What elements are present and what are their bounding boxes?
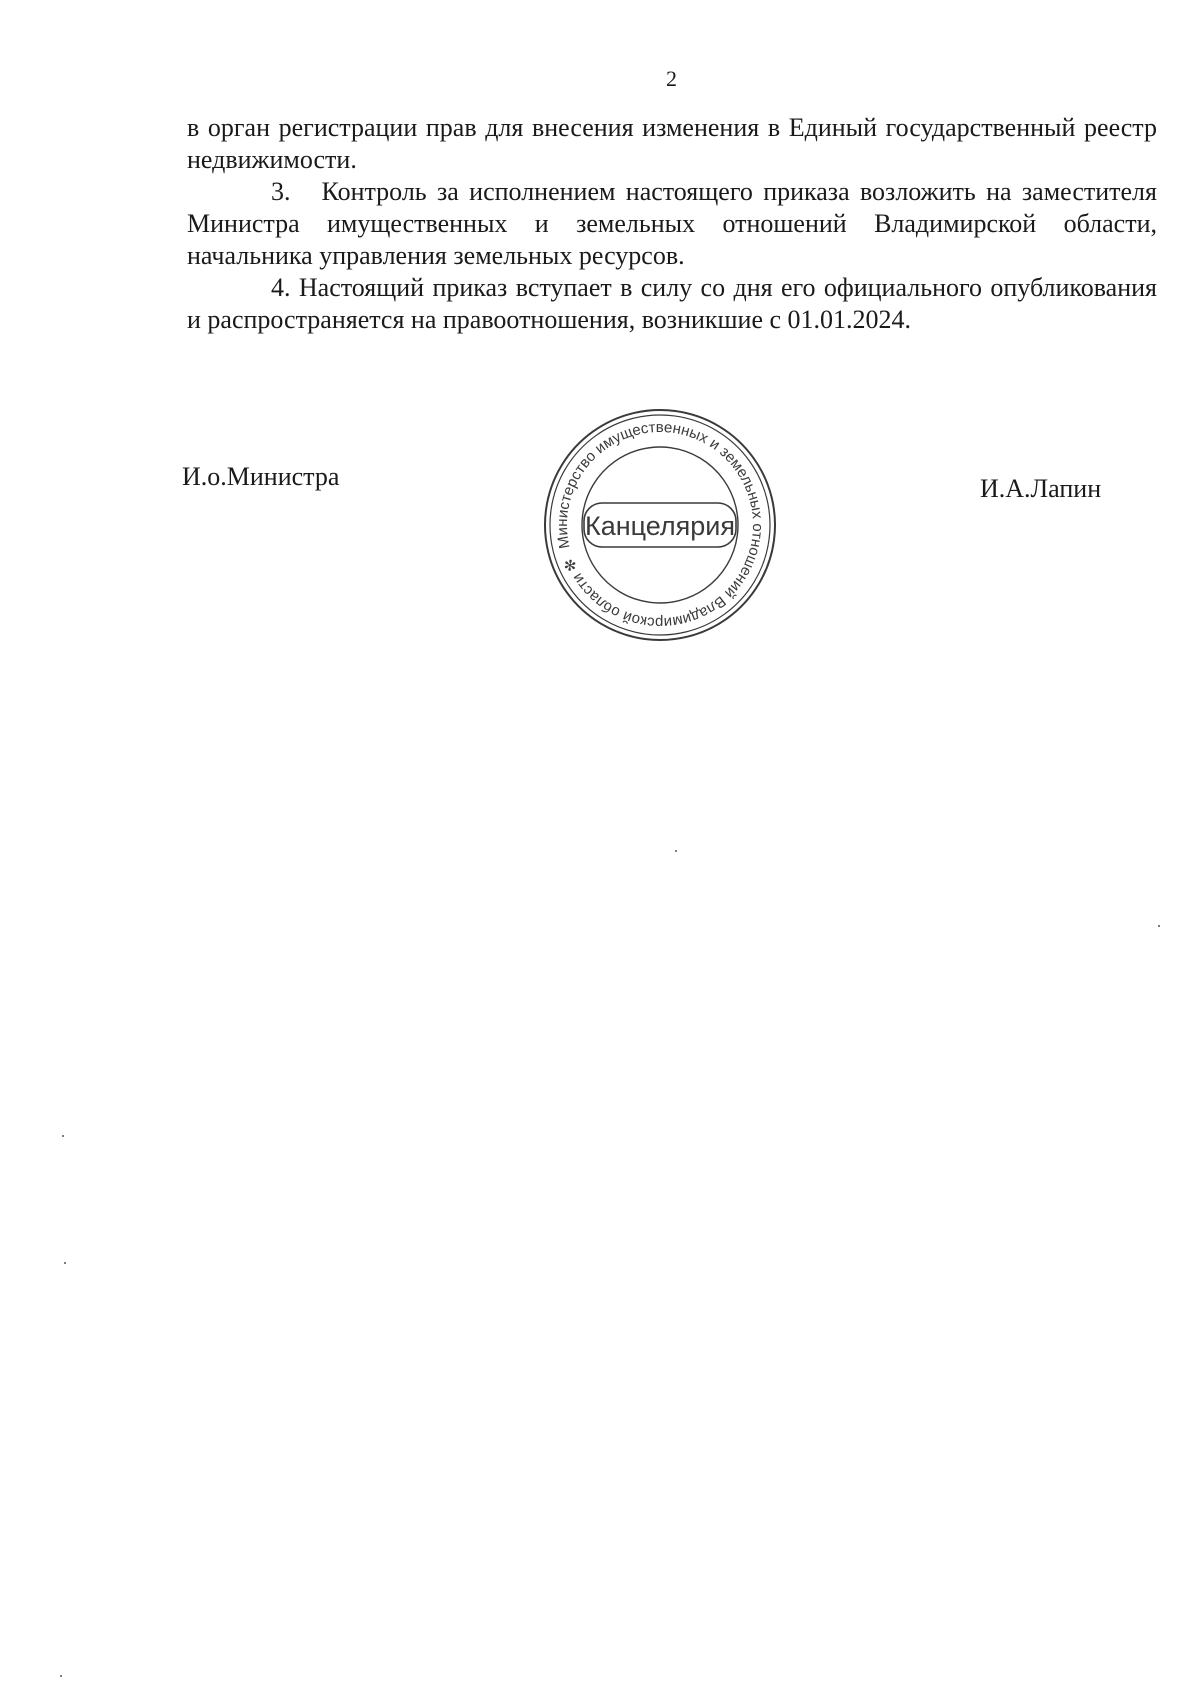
office-stamp <box>540 405 780 645</box>
signatory-name: И.А.Лапин <box>980 474 1102 503</box>
scan-speck <box>62 1135 64 1137</box>
signatory-role: И.о.Министра <box>182 462 340 491</box>
stamp-center-text: Канцелярия <box>584 511 736 541</box>
scan-speck <box>675 850 677 852</box>
document-body <box>187 112 1157 336</box>
stamp-seal-graphic <box>540 405 780 645</box>
paragraph-control: 3. Контроль за исполнением настоящего приказа возложить на заместителя Министра имущественных и земельных отношений Владимирской области, начальника управления земельных ресурсов. <box>187 177 1157 270</box>
scan-speck <box>1158 925 1160 927</box>
page-number: 2 <box>666 66 677 91</box>
scan-speck <box>60 1675 62 1677</box>
stamp-ring-text: Министерство имущественных и земельных отношений Владимирской области ✻ <box>553 418 767 632</box>
paragraph-effective-date: 4. Настоящий приказ вступает в силу со дня его официального опубликования и распространяется на правоотношения, возникшие с 01.01.2024. <box>187 273 1157 334</box>
scan-speck <box>64 1262 66 1264</box>
paragraph-registration: в орган регистрации прав для внесения изменения в Единый государственный реестр недвижимости. <box>187 113 1157 174</box>
